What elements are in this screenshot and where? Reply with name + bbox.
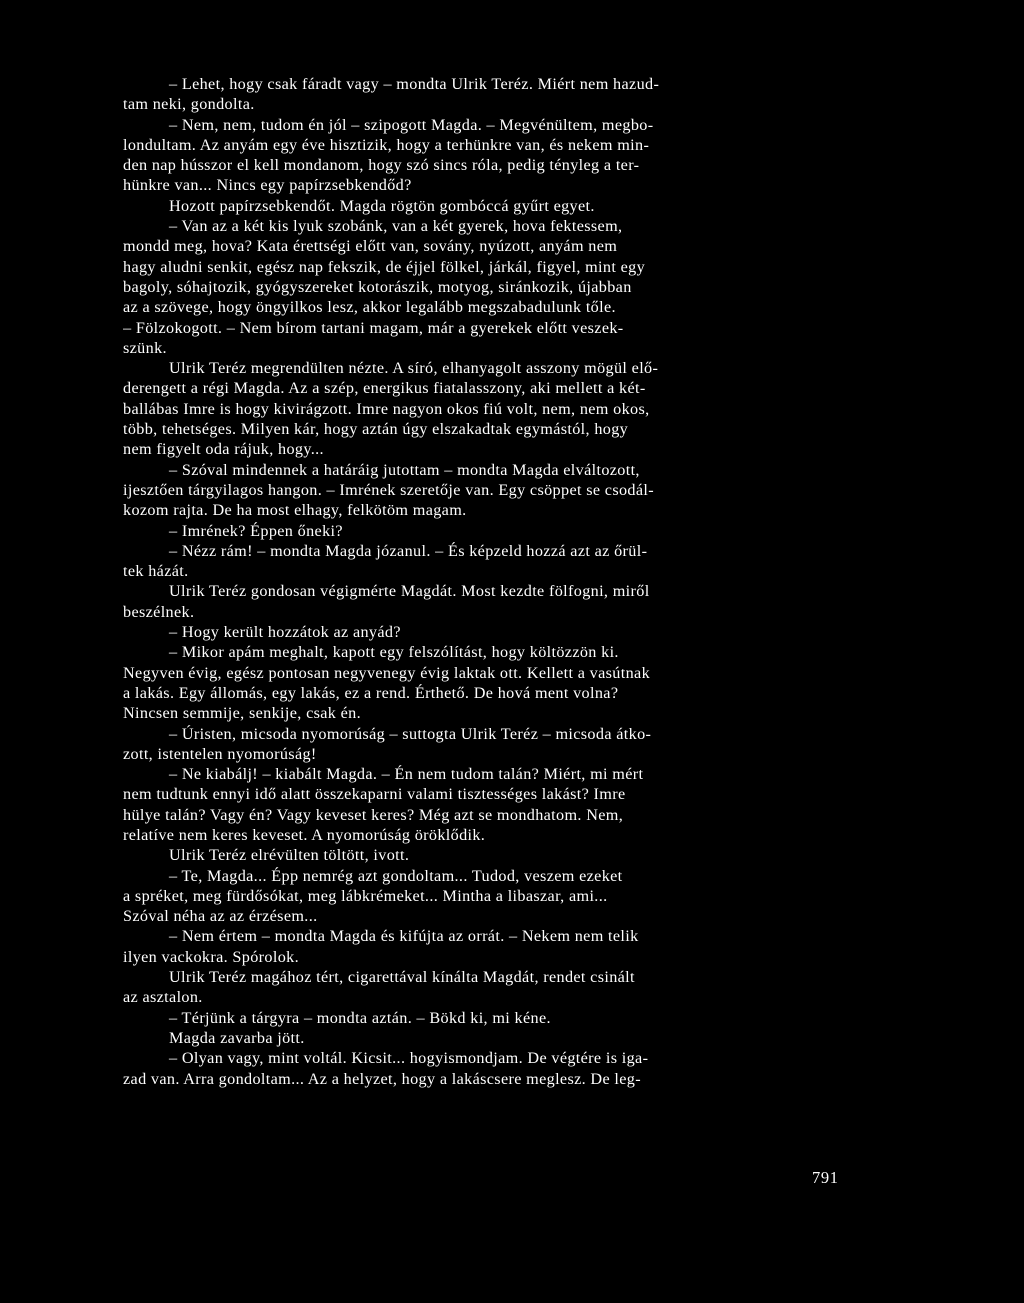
- body-text: [123, 74, 847, 1089]
- text-line: – Mikor apám meghalt, kapott egy felszólítást, hogy költözzön ki.: [169, 643, 619, 662]
- text-line: hünkre van... Nincs egy papírzsebkendőd?: [123, 176, 412, 195]
- text-line: – Van az a két kis lyuk szobánk, van a két gyerek, hova fektessem,: [169, 217, 623, 236]
- text-line: – Hogy került hozzátok az anyád?: [169, 623, 401, 642]
- text-line: – Te, Magda... Épp nemrég azt gondoltam... Tudod, veszem ezeket: [169, 866, 623, 885]
- text-line: derengett a régi Magda. Az a szép, energikus fiatalasszony, aki mellett a két-: [123, 379, 646, 398]
- text-line: – Nézz rám! – mondta Magda józanul. – És képzeld hozzá azt az őrül-: [169, 541, 648, 560]
- text-line: – Olyan vagy, mint voltál. Kicsit... hogyismondjam. De végtére is iga-: [169, 1049, 649, 1068]
- text-line: Szóval néha az az érzésem...: [123, 907, 318, 926]
- text-line: – Szóval mindennek a határáig jutottam – mondta Magda elváltozott,: [169, 460, 640, 479]
- text-line: – Nem értem – mondta Magda és kifújta az orrát. – Nekem nem telik: [169, 927, 639, 946]
- text-line: nem tudtunk ennyi idő alatt összekaparni valami tisztességes lakást? Imre: [123, 785, 626, 804]
- text-line: szünk.: [123, 338, 167, 357]
- text-line: tam neki, gondolta.: [123, 95, 255, 114]
- text-line: Negyven évig, egész pontosan negyvenegy évig laktak ott. Kellett a vasútnak: [123, 663, 651, 682]
- text-line: – Térjünk a tárgyra – mondta aztán. – Bökd ki, mi kéne.: [169, 1008, 551, 1027]
- text-line: nem figyelt oda rájuk, hogy...: [123, 440, 324, 459]
- text-line: tek házát.: [123, 562, 189, 581]
- text-line: ballábas Imre is hogy kivirágzott. Imre nagyon okos fiú volt, nem, nem okos,: [123, 399, 650, 418]
- text-line: Ulrik Teréz magához tért, cigarettával kínálta Magdát, rendet csinált: [169, 968, 635, 987]
- text-line: zad van. Arra gondoltam... Az a helyzet, hogy a lakáscsere meglesz. De leg-: [123, 1069, 641, 1088]
- text-line: hagy aludni senkit, egész nap fekszik, de éjjel fölkel, járkál, figyel, mint egy: [123, 257, 646, 276]
- text-line: Ulrik Teréz gondosan végigmérte Magdát. Most kezdte fölfogni, miről: [169, 582, 650, 601]
- text-line: mondd meg, hova? Kata érettségi előtt van, sovány, nyúzott, anyám nem: [123, 237, 618, 256]
- text-line: den nap hússzor el kell mondanom, hogy szó sincs róla, pedig tényleg a ter-: [123, 156, 640, 175]
- text-line: több, tehetséges. Milyen kár, hogy aztán úgy elszakadtak egymástól, hogy: [123, 420, 629, 439]
- text-line: kozom rajta. De ha most elhagy, felkötöm magam.: [123, 501, 467, 520]
- text-line: – Úristen, micsoda nyomorúság – suttogta Ulrik Teréz – micsoda átko-: [169, 724, 652, 743]
- text-line: az asztalon.: [123, 988, 203, 1007]
- text-line: Magda zavarba jött.: [169, 1028, 305, 1047]
- text-line: – Lehet, hogy csak fáradt vagy – mondta Ulrik Teréz. Miért nem hazud-: [169, 75, 660, 93]
- text-line: Ulrik Teréz megrendülten nézte. A síró, elhanyagolt asszony mögül elő-: [169, 359, 659, 378]
- text-line: Hozott papírzsebkendőt. Magda rögtön gombóccá gyűrt egyet.: [169, 196, 595, 215]
- text-line: ijesztően tárgyilagos hangon. – Imrének szeretője van. Egy csöppet se csodál-: [123, 480, 654, 499]
- text-line: bagoly, sóhajtozik, gyógyszereket kotorászik, motyog, siránkozik, újabban: [123, 277, 632, 296]
- text-line: hülye talán? Vagy én? Vagy keveset keres? Még azt se mondhatom. Nem,: [123, 805, 624, 824]
- text-line: Ulrik Teréz elrévülten töltött, ivott.: [169, 846, 410, 865]
- text-line: – Fölzokogott. – Nem bírom tartani magam, már a gyerekek előtt veszek-: [123, 318, 624, 337]
- text-line: beszélnek.: [123, 602, 195, 621]
- page-number: 791: [812, 1168, 839, 1187]
- text-line: zott, istentelen nyomorúság!: [123, 744, 317, 763]
- text-line: Nincsen semmije, senkije, csak én.: [123, 704, 362, 723]
- text-line: a lakás. Egy állomás, egy lakás, ez a rend. Érthető. De hová ment volna?: [123, 683, 619, 702]
- text-line: az a szövege, hogy öngyilkos lesz, akkor legalább megszabadulunk tőle.: [123, 298, 616, 317]
- text-line: – Nem, nem, tudom én jól – szipogott Magda. – Megvénültem, megbo-: [169, 115, 654, 134]
- text-line: – Ne kiabálj! – kiabált Magda. – Én nem tudom talán? Miért, mi mért: [169, 765, 644, 784]
- text-line: a spréket, meg fürdősókat, meg lábkrémeket... Mintha a libaszar, ami...: [123, 886, 608, 905]
- text-line: ilyen vackokra. Spórolok.: [123, 947, 299, 966]
- text-line: – Imrének? Éppen őneki?: [169, 521, 343, 540]
- text-line: relatíve nem keres keveset. A nyomorúság öröklődik.: [123, 825, 486, 844]
- text-line: londultam. Az anyám egy éve hisztizik, hogy a terhünkre van, és nekem min-: [123, 135, 650, 154]
